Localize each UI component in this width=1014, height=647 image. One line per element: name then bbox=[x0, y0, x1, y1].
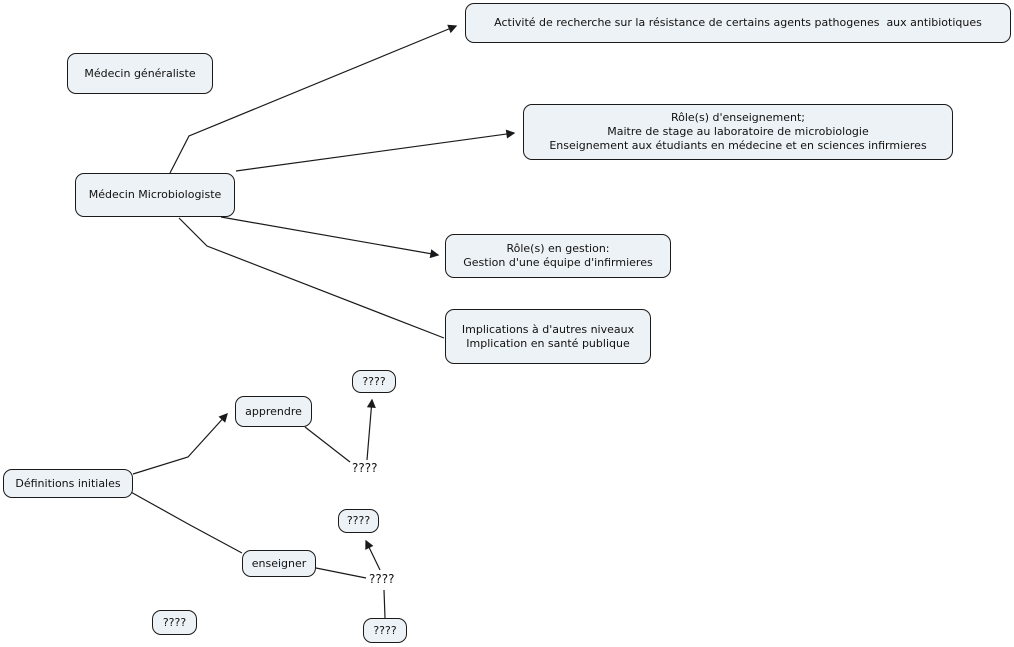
node-question-above-enseigner[interactable] bbox=[338, 509, 379, 533]
node-label-line2: Implication en santé publique bbox=[466, 336, 630, 350]
link-microbiologiste-to-activite bbox=[170, 26, 456, 173]
node-label-line1: Rôle(s) d'enseignement; bbox=[670, 111, 805, 124]
node-roles-enseignement[interactable] bbox=[523, 104, 953, 160]
node-label: ???? bbox=[373, 623, 397, 637]
node-label-line1: Implications à d'autres niveaux bbox=[461, 322, 635, 336]
node-label: enseigner bbox=[251, 556, 307, 570]
link-definitions-to-enseigner bbox=[129, 491, 242, 553]
link-label-enseigner[interactable]: ???? bbox=[369, 572, 395, 586]
node-enseigner[interactable] bbox=[242, 550, 316, 577]
link-label-to-question-above-apprendre bbox=[367, 400, 372, 460]
link-label-apprendre[interactable]: ???? bbox=[352, 461, 378, 475]
node-apprendre[interactable] bbox=[235, 396, 312, 427]
node-question-bottom-left[interactable] bbox=[152, 610, 197, 635]
node-label: ???? bbox=[162, 615, 187, 629]
node-label: Définitions initiales bbox=[15, 476, 121, 490]
link-label-to-question-above-enseigner bbox=[366, 541, 380, 570]
node-label: Médecin généraliste bbox=[84, 66, 196, 80]
node-question-above-apprendre[interactable] bbox=[352, 370, 396, 393]
node-definitions-initiales[interactable] bbox=[3, 469, 133, 498]
node-roles-gestion[interactable] bbox=[445, 234, 671, 278]
node-implications[interactable] bbox=[445, 309, 651, 364]
node-label: Activité de recherche sur la résistance de certains agents pathogenes aux antibiotiques bbox=[494, 16, 982, 29]
node-label: ???? bbox=[362, 374, 386, 388]
link-microbiologiste-to-gestion bbox=[221, 217, 438, 255]
node-label-line3: Enseignement aux étudiants en médecine et en sciences infirmieres bbox=[549, 139, 927, 152]
link-microbiologiste-to-implications bbox=[179, 218, 444, 338]
node-question-below-enseigner[interactable] bbox=[363, 618, 407, 643]
link-question-below-to-label bbox=[384, 590, 385, 618]
node-medecin-microbiologiste[interactable] bbox=[75, 173, 235, 217]
link-definitions-to-apprendre bbox=[133, 414, 227, 474]
node-label: apprendre bbox=[245, 404, 302, 418]
node-activite-recherche[interactable] bbox=[465, 3, 1011, 43]
link-apprendre-to-label bbox=[305, 427, 350, 462]
node-label-line2: Gestion d'une équipe d'infirmieres bbox=[463, 256, 653, 269]
node-medecin-generaliste[interactable] bbox=[67, 53, 213, 94]
node-label: ???? bbox=[346, 514, 371, 527]
link-microbiologiste-to-enseignement bbox=[236, 133, 514, 171]
node-label-line1: Rôle(s) en gestion: bbox=[506, 242, 610, 255]
link-enseigner-to-label bbox=[316, 568, 366, 578]
node-label-line2: Maitre de stage au laboratoire de microbiologie bbox=[607, 125, 869, 138]
node-label: Médecin Microbiologiste bbox=[88, 188, 222, 201]
